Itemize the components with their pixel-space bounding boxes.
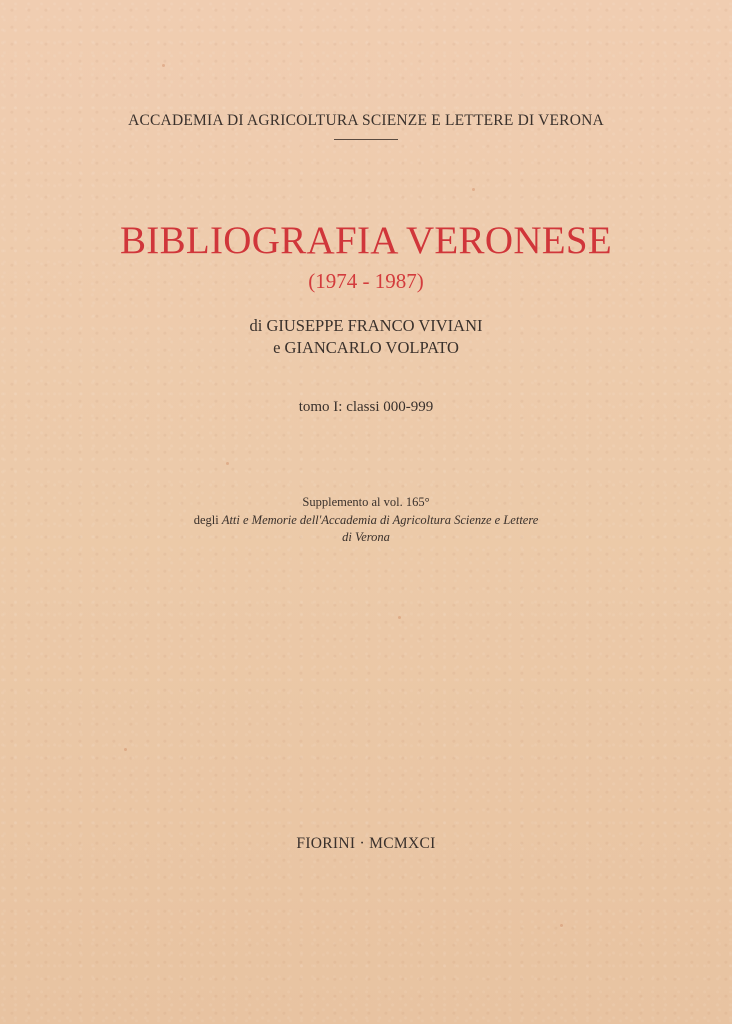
supplement-block: [0, 494, 732, 547]
paper-speck: [472, 188, 475, 191]
volume-info: tomo I: classi 000-999: [298, 399, 434, 415]
paper-speck: [162, 64, 165, 67]
supplement-prefix: degli: [193, 512, 222, 527]
academy-name: ACCADEMIA DI AGRICOLTURA SCIENZE E LETTERE DI VERONA: [128, 112, 604, 129]
paper-speck: [560, 924, 563, 927]
supplement-journal-title: Atti e Memorie dell'Accademia di Agricoltura Scienze e Lettere: [221, 512, 539, 527]
supplement-line-3: di Verona: [342, 530, 390, 544]
author-line-1: di GIUSEPPE FRANCO VIVIANI: [249, 316, 483, 335]
authors-block: [0, 315, 732, 359]
paper-speck: [226, 462, 229, 465]
publisher-imprint: FIORINI · MCMXCI: [296, 835, 436, 852]
book-years: (1974 - 1987): [308, 269, 424, 293]
paper-speck: [398, 616, 401, 619]
supplement-line-2: [0, 512, 732, 530]
divider-rule: [334, 139, 398, 140]
book-title: BIBLIOGRAFIA VERONESE: [119, 219, 613, 262]
supplement-line-1: Supplemento al vol. 165°: [302, 495, 430, 509]
paper-speck: [124, 748, 127, 751]
author-line-2: e GIANCARLO VOLPATO: [273, 338, 459, 357]
